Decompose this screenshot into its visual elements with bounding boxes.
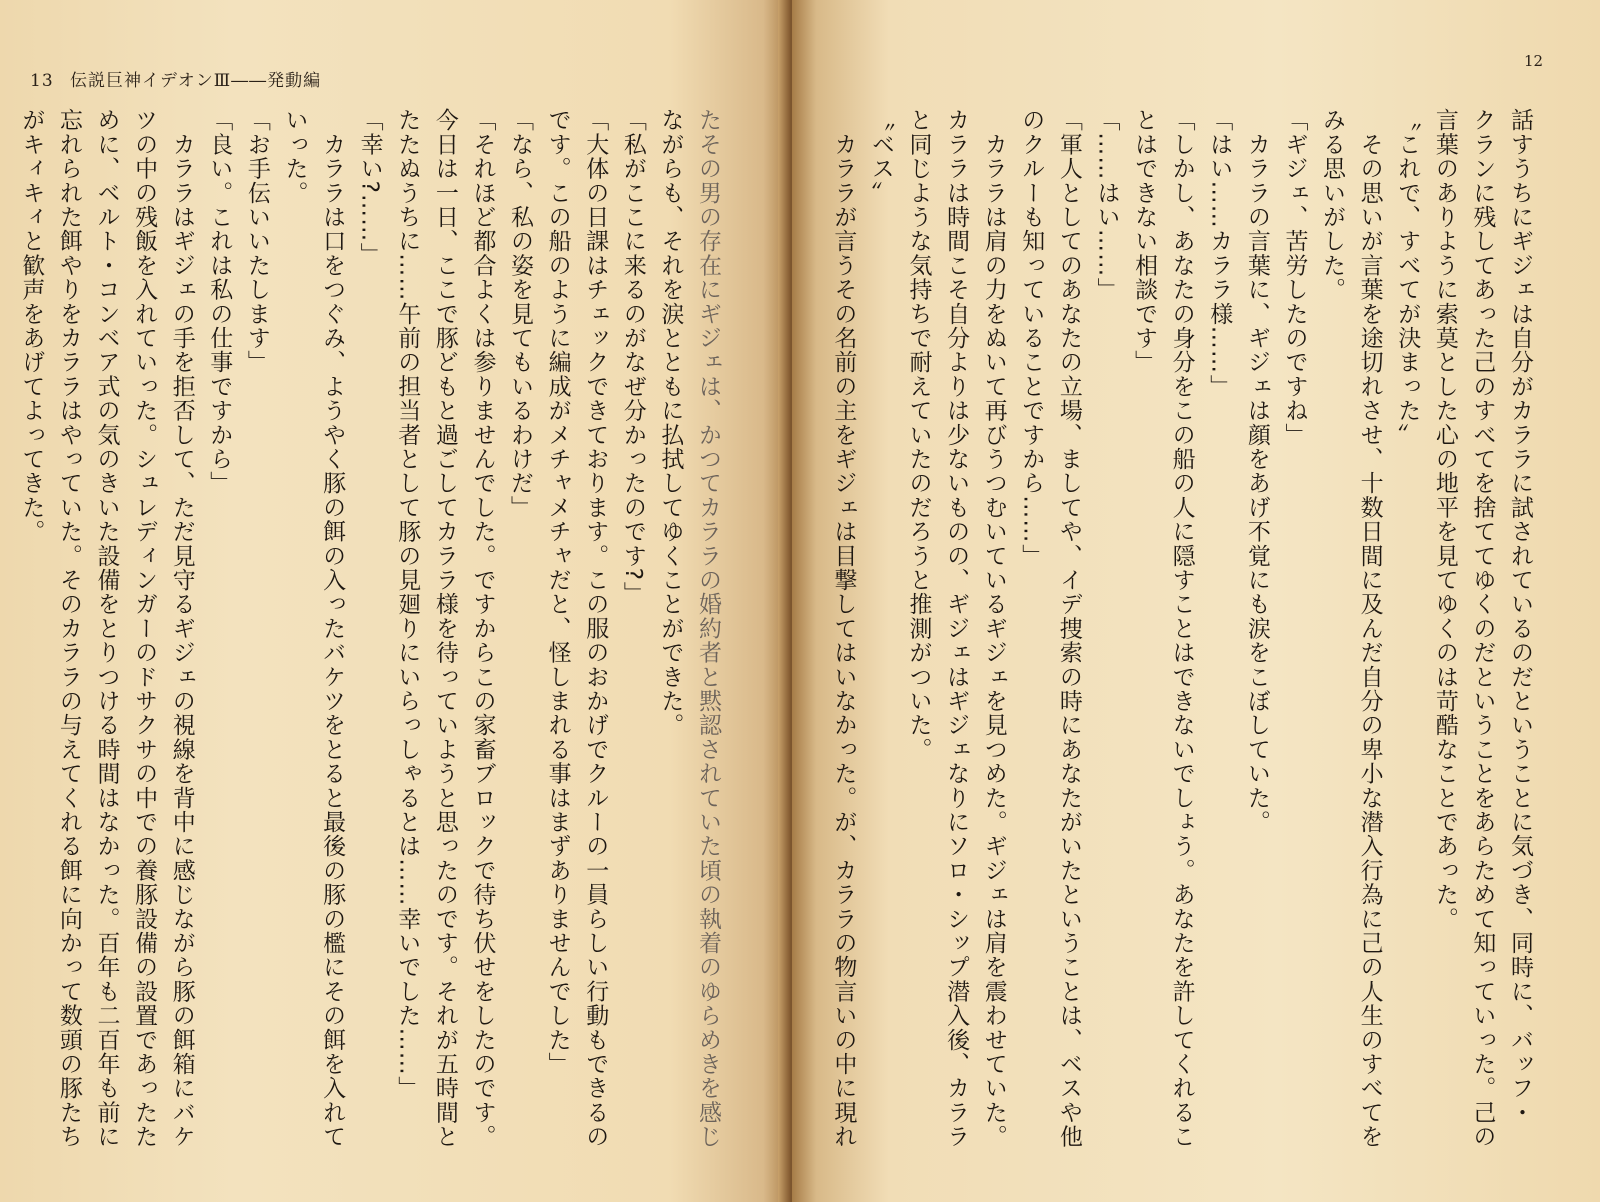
text-line: 忘れられた餌やりをカララはやっていた。そのカララの与えてくれる餌に向かって数頭の豚たち (55, 108, 82, 1149)
text-line: たその男の存在にギジェは、かつてカララの婚約者と黙認されていた頃の執着のゆらめきを感じ (695, 108, 721, 1149)
text-line: たたぬうちに……午前の担当者として豚の見廻りにいらっしゃるとは……幸いでした……」 (394, 108, 421, 1101)
text-line: ツの中の残飯を入れていった。シュレディンガーのドサクサの中での養豚設備の設置であったた (131, 108, 158, 1149)
running-header (30, 66, 321, 91)
text-line: 今日は一日、ここで豚どもと過ごしてカララ様を待っていようと思ったのです。それが五時間と (431, 108, 458, 1149)
text-line: です。この船のように編成がメチャメチャだと、怪しまれる事はまずありませんでした」 (544, 108, 571, 1076)
text-line: 「大体の日課はチェックできております。この服のおかげでクルーの一員らしい行動もできるの (582, 108, 609, 1149)
text-line: カララはギジェの手を拒否して、ただ見守るギジェの視線を背中に感じながら豚の餌箱にバケ (168, 108, 195, 1149)
text-line: と同じような気持ちで耐えていたのだろうと推測がついた。 (905, 108, 932, 762)
text-line: 「それほど都合よくは参りませんでした。ですからこの家畜ブロックで待ち伏せをしたのです。 (469, 108, 496, 1149)
text-line: 「幸い?……」 (356, 108, 383, 267)
text-line: めに、ベルト・コンベア式の気のきいた設備をとりつける時間はなかった。百年も二百年も前に (93, 108, 120, 1149)
text-line: カララが言うその名前の主をギジェは目撃してはいなかった。が、カララの物言いの中に現れ (830, 108, 857, 1149)
text-line: いった。 (281, 108, 308, 205)
page-number-right: 12 (1524, 52, 1544, 70)
text-line: がキィキィと歓声をあげてよってきた。 (18, 108, 45, 544)
running-title: 伝説巨神イデオンⅢ――発動編 (70, 71, 322, 91)
text-line: 〝これで、すべてが決まった〟 (1394, 108, 1421, 447)
text-line: 言葉のありように索莫とした心の地平を見てゆくのは苛酷なことであった。 (1431, 108, 1458, 931)
text-line: 「はい……カララ様……」 (1206, 108, 1233, 399)
text-line: 「お手伝いいたします」 (243, 108, 270, 375)
text-line: みる思いがした。 (1319, 108, 1346, 302)
text-line: 「しかし、あなたの身分をこの船の人に隠すことはできないでしょう。あなたを許してくれるこ (1168, 108, 1195, 1149)
text-line: 〝ベス〟 (867, 108, 894, 205)
text-line: カララの言葉に、ギジェは顔をあげ不覚にも涙をこぼしていた。 (1243, 108, 1270, 834)
text-line: のクルーも知っていることですから……」 (1018, 108, 1045, 568)
text-line: 「軍人としてのあなたの立場、ましてや、イデ捜索の時にあなたがいたということは、ベスや他 (1055, 108, 1082, 1149)
text-line: 「私がここに来るのがなぜ分かったのです?」 (619, 108, 646, 606)
text-line: とはできない相談です」 (1131, 108, 1158, 375)
text-line: カララは肩の力をぬいて再びうつむいているギジェを見つめた。ギジェは肩を震わせていた。 (980, 108, 1007, 1149)
text-line: ながらも、それを涙とともに払拭してゆくことができた。 (657, 108, 684, 738)
text-line: 「ギジェ、苦労したのですね」 (1281, 108, 1308, 447)
text-line: クランに残してあった己のすべてを捨ててゆくのだということをあらためて知っていった。己の (1469, 108, 1496, 1149)
text-line: その思いが言葉を途切れさせ、十数日間に及んだ自分の卑小な潜入行為に己の人生のすべてを (1356, 108, 1383, 1149)
left-page-body-text (18, 108, 726, 1149)
right-page-body-text (830, 108, 1538, 1149)
text-line: 「なら、私の姿を見てもいるわけだ」 (507, 108, 534, 520)
page-number-left: 13 (30, 71, 54, 91)
text-line: カララは時間こそ自分よりは少ないものの、ギジェはギジェなりにソロ・シップ潜入後、カララ (943, 108, 970, 1149)
text-line: 話すうちにギジェは自分がカララに試されているのだということに気づき、同時に、バッフ・ (1507, 108, 1533, 1125)
text-line: 「……はい……」 (1093, 108, 1120, 302)
text-line: 「良い。これは私の仕事ですから」 (206, 108, 233, 496)
text-line: カララは口をつぐみ、ようやく豚の餌の入ったバケツをとると最後の豚の檻にその餌を入れて (319, 108, 346, 1149)
